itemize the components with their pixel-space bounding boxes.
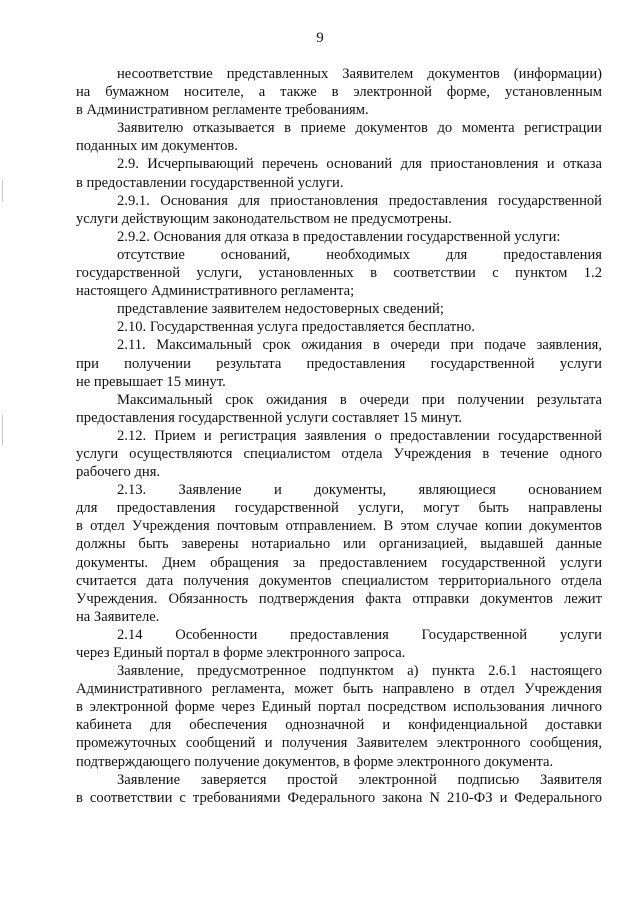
text-line: в электронной форме через Единый портал посредством использования личного: [76, 699, 602, 716]
text-line: на Заявителе.: [76, 608, 160, 625]
text-line: подтверждающего получение документов, в форме электронного документа.: [76, 753, 554, 770]
text-line: услуги действующим законодательством не предусмотрены.: [76, 210, 452, 227]
text-line: 2.9.1. Основания для приостановления предоставления государственной: [117, 192, 602, 209]
text-line: кабинета для обеспечения однозначной и конфиденциальной доставки: [76, 717, 602, 734]
text-line: государственной услуги, установленных в соответствии с пунктом 1.2: [76, 265, 602, 282]
text-line: через Единый портал в форме электронного запроса.: [76, 645, 406, 661]
text-line: Заявление заверяется простой электронной подписью Заявителя: [117, 771, 602, 788]
text-line: 2.11. Максимальный срок ожидания в очереди при подаче заявления,: [117, 337, 602, 354]
text-line: в Административном регламенте требованиям.: [76, 102, 369, 119]
text-line: представление заявителем недостоверных сведений;: [117, 301, 444, 318]
text-line: Максимальный срок ожидания в очереди при получении результата: [117, 391, 602, 408]
text-line: Заявление, предусмотренное подпунктом а) пункта 2.6.1 настоящего: [117, 663, 602, 680]
text-line: промежуточных сообщений и получения Заявителем электронного сообщения,: [76, 735, 602, 752]
scan-margin-mark: [2, 415, 3, 445]
text-line: для предоставления государственной услуги, могут быть направлены: [76, 500, 602, 517]
text-line: рабочего дня.: [76, 464, 161, 481]
text-line: услуги осуществляются специалистом отдела Учреждения в течение одного: [76, 445, 602, 462]
document-body: [76, 65, 602, 807]
text-line: 2.13. Заявление и документы, являющиеся основанием: [117, 482, 602, 499]
text-line: 2.10. Государственная услуга предоставляется бесплатно.: [117, 319, 476, 336]
text-line: Учреждения. Обязанность подтверждения факта отправки документов лежит: [76, 590, 602, 607]
text-line: 2.9. Исчерпывающий перечень оснований для приостановления и отказа: [117, 156, 602, 173]
text-line: отсутствие оснований, необходимых для предоставления: [117, 246, 602, 263]
text-line: документы. Днем обращения за предоставлением государственной услуги: [76, 554, 602, 571]
text-line: в соответствии с требованиями Федерального закона N 210-ФЗ и Федерального: [76, 789, 602, 806]
text-line: в отдел Учреждения почтовым отправлением. В этом случае копии документов: [76, 518, 602, 535]
text-line: 2.14 Особенности предоставления Государственной услуги: [117, 626, 602, 643]
text-line: не превышает 15 минут.: [76, 373, 226, 390]
text-line: предоставления государственной услуги составляет 15 минут.: [76, 409, 463, 426]
page-number: 9: [316, 30, 324, 46]
text-line: на бумажном носителе, а также в электронной форме, установленным: [76, 84, 602, 101]
text-line: поданных им документов.: [76, 138, 238, 155]
text-line: Административного регламента, может быть направлено в отдел Учреждения: [76, 681, 602, 698]
text-line: считается дата получения документов специалистом территориального отдела: [76, 572, 602, 589]
text-line: Заявителю отказывается в приеме документов до момента регистрации: [117, 120, 602, 137]
text-line: 2.12. Прием и регистрация заявления о предоставлении государственной: [117, 427, 602, 444]
text-line: настоящего Административного регламента;: [76, 283, 355, 300]
scan-margin-mark: [2, 180, 3, 202]
text-line: в предоставлении государственной услуги.: [76, 174, 344, 191]
text-line: несоответствие представленных Заявителем документов (информации): [117, 66, 602, 82]
text-line: при получении результата предоставления государственной услуги: [76, 355, 602, 372]
text-line: должны быть заверены нотариально или организацией, выдавшей данные: [76, 536, 602, 553]
text-line: 2.9.2. Основания для отказа в предоставлении государственной услуги:: [117, 228, 561, 245]
